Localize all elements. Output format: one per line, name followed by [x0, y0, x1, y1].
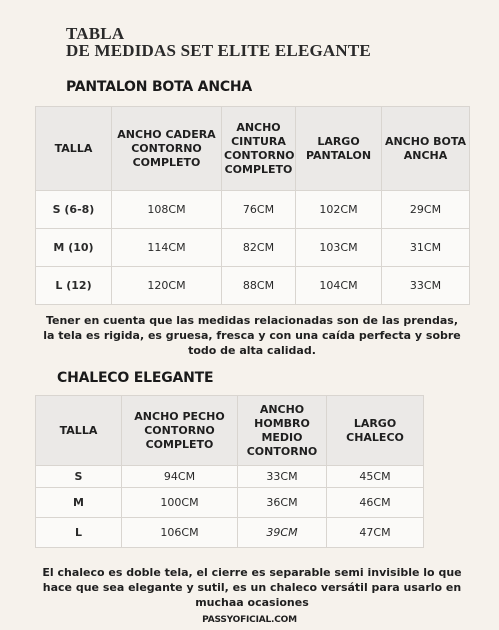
- table-cell: S (6-8): [36, 191, 112, 229]
- table-cell: 82CM: [222, 229, 296, 267]
- table-cell: L: [36, 518, 122, 548]
- table-cell: 88CM: [222, 267, 296, 305]
- table-row: [36, 466, 424, 488]
- table-cell: 39CM: [238, 518, 327, 548]
- pantalon-header-ancho-bota: ANCHO BOTA ANCHA: [382, 107, 470, 191]
- footer-website: PASSYOFICIAL.COM: [202, 615, 297, 625]
- table-cell: L (12): [36, 267, 112, 305]
- table-cell: M (10): [36, 229, 112, 267]
- pantalon-header-ancho-cintura: ANCHO CINTURA CONTORNO COMPLETO: [222, 107, 296, 191]
- chaleco-header-ancho-hombro: ANCHO HOMBRO MEDIO CONTORNO: [238, 396, 327, 466]
- page-title-line-1: TABLA: [66, 24, 125, 43]
- table-cell: 31CM: [382, 229, 470, 267]
- table-row: [36, 229, 470, 267]
- table-row: [36, 267, 470, 305]
- table-cell: 106CM: [122, 518, 238, 548]
- page-title: [66, 25, 371, 59]
- table-cell: 46CM: [327, 488, 424, 518]
- table-cell: 108CM: [112, 191, 222, 229]
- pantalon-header-talla: TALLA: [36, 107, 112, 191]
- table-cell: 100CM: [122, 488, 238, 518]
- chaleco-size-table: [35, 395, 424, 548]
- table-cell: 76CM: [222, 191, 296, 229]
- table-cell: 36CM: [238, 488, 327, 518]
- pantalon-size-table: [35, 106, 470, 305]
- table-cell: 45CM: [327, 466, 424, 488]
- pantalon-header-largo: LARGO PANTALON: [296, 107, 382, 191]
- table-row: [36, 518, 424, 548]
- table-cell: 47CM: [327, 518, 424, 548]
- chaleco-header-largo: LARGO CHALECO: [327, 396, 424, 466]
- chaleco-header-talla: TALLA: [36, 396, 122, 466]
- table-cell: 33CM: [238, 466, 327, 488]
- table-cell: 103CM: [296, 229, 382, 267]
- table-cell: S: [36, 466, 122, 488]
- chaleco-header-row: [36, 396, 424, 466]
- pantalon-header-ancho-cadera: ANCHO CADERA CONTORNO COMPLETO: [112, 107, 222, 191]
- table-cell: 94CM: [122, 466, 238, 488]
- table-cell: 120CM: [112, 267, 222, 305]
- page-title-line-2: DE MEDIDAS SET ELITE ELEGANTE: [66, 41, 371, 60]
- pantalon-section-title: PANTALON BOTA ANCHA: [66, 79, 253, 95]
- table-cell: 104CM: [296, 267, 382, 305]
- chaleco-section-title: CHALECO ELEGANTE: [57, 370, 214, 386]
- table-cell: 114CM: [112, 229, 222, 267]
- table-cell: 33CM: [382, 267, 470, 305]
- pantalon-header-row: [36, 107, 470, 191]
- table-cell: 102CM: [296, 191, 382, 229]
- pantalon-note: Tener en cuenta que las medidas relacionadas son de las prendas, la tela es rigida, es gruesa, fresca y con una caída perfecta y sobre todo de alta calidad.: [43, 314, 461, 357]
- table-row: [36, 191, 470, 229]
- table-row: [36, 488, 424, 518]
- table-cell: M: [36, 488, 122, 518]
- table-cell: 29CM: [382, 191, 470, 229]
- chaleco-note: El chaleco es doble tela, el cierre es separable semi invisible lo que hace que sea elegante y sutil, es un chaleco versátil para usarlo en muchaa ocasiones: [42, 566, 462, 609]
- chaleco-header-ancho-pecho: ANCHO PECHO CONTORNO COMPLETO: [122, 396, 238, 466]
